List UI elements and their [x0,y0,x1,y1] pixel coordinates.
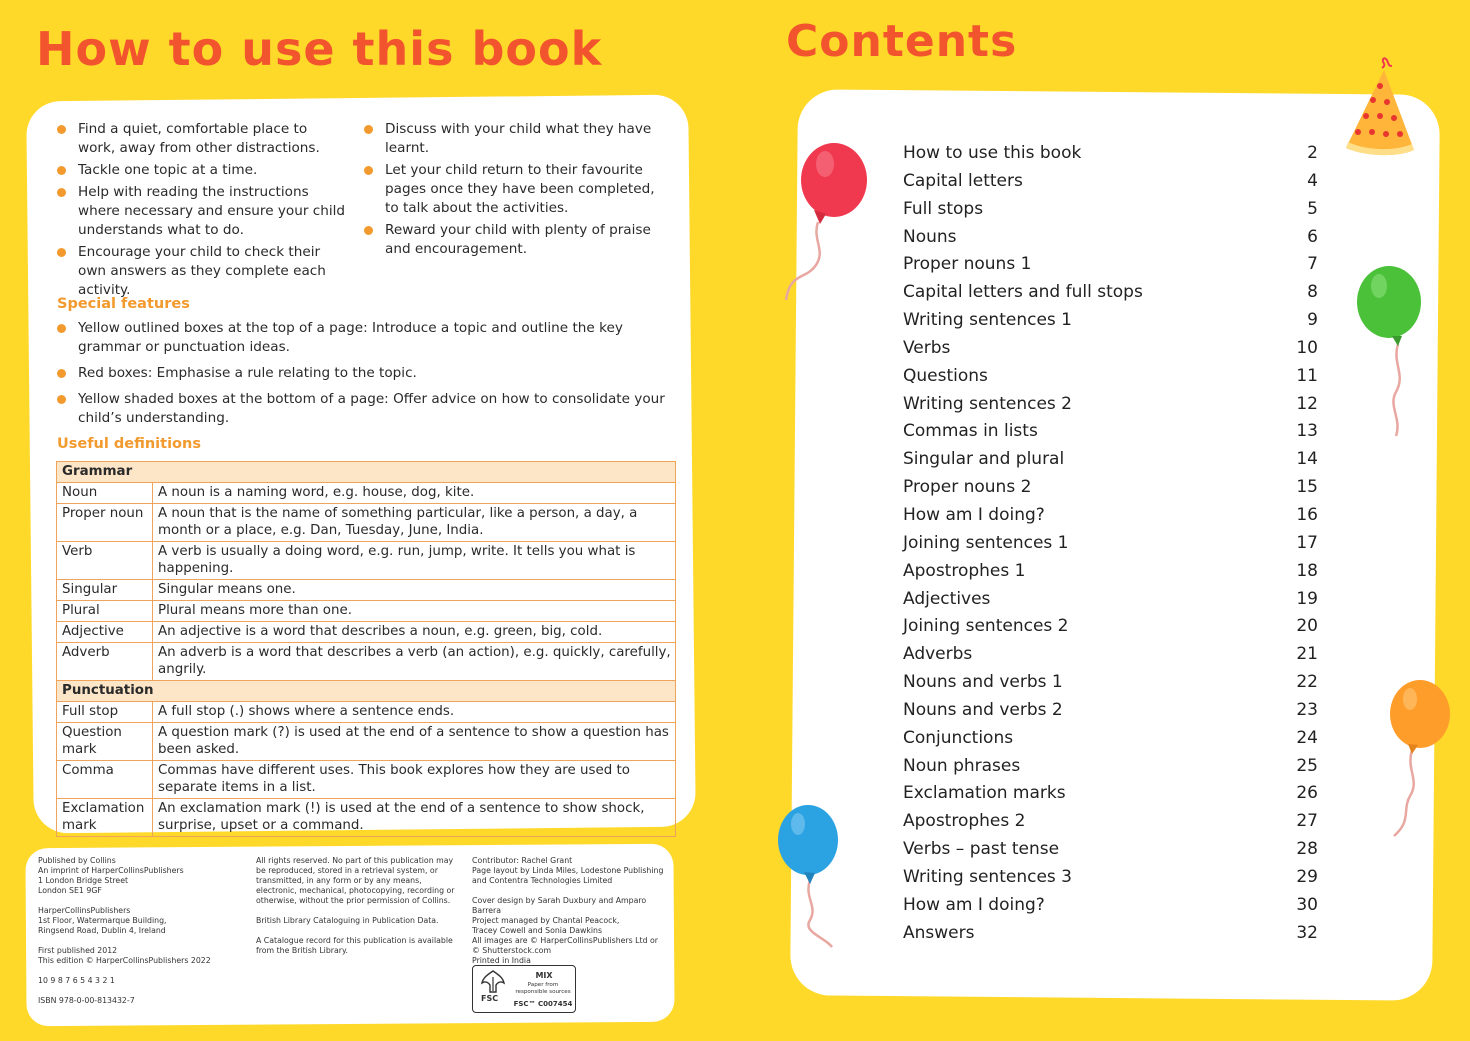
imprint-line: Tracey Cowell and Sonia Dawkins [472,926,603,935]
contents-entry-title: Verbs – past tense [903,839,1060,860]
contents-entry [903,334,1318,362]
definition-text: Commas have different uses. This book explores how they are used to separate items in a list. [153,761,676,799]
tip-item: Encourage your child to check their own answers as they complete each activity. [56,243,346,300]
definition-text: A verb is usually a doing word, e.g. run, jump, write. It tells you what is happening. [153,542,676,580]
special-features-list [56,319,666,428]
contents-entry [903,167,1318,195]
contents-entry [903,668,1318,696]
table-row [57,702,676,723]
table-row [57,601,676,622]
contents-entry [903,863,1318,891]
contents-entry-title: Apostrophes 2 [903,811,1026,832]
contents-entry [903,919,1318,947]
imprint-line: HarperCollinsPublishers [38,906,131,915]
page-title-how-to-use: How to use this book [36,22,603,76]
contents-entry [903,501,1318,529]
contents-entry-page: 5 [1307,198,1318,219]
contents-entry [903,250,1318,278]
tips-list-right [363,120,663,262]
definition-term: Comma [57,761,153,799]
definition-term: Question mark [57,723,153,761]
contents-entry-page: 4 [1307,170,1318,191]
imprint-line: London SE1 9GF [38,886,102,895]
imprint-line: First published 2012 [38,946,118,955]
table-row [57,580,676,601]
tip-item: Discuss with your child what they have learnt. [363,120,663,158]
fsc-code: FSC™ C007454 [513,1000,573,1008]
definition-text: A noun is a naming word, e.g. house, dog, kite. [153,483,676,504]
contents-entry-page: 11 [1296,365,1318,386]
special-feature-item: Red boxes: Emphasise a rule relating to the topic. [56,364,666,383]
red-balloon-icon [776,140,872,305]
contents-entry-page: 8 [1307,282,1318,303]
table-row [57,504,676,542]
cataloguing-note: British Library Cataloguing in Publication Data. [256,916,439,925]
contents-entry [903,139,1318,167]
table-row [57,643,676,681]
contents-entry [903,223,1318,251]
contents-entry-page: 2 [1307,143,1318,163]
contents-entry [903,724,1318,752]
fsc-paper-label: Paper from responsible sources [515,982,571,995]
grammar-section-label: Grammar [57,462,676,483]
contents-entry-title: Nouns and verbs 1 [903,672,1063,693]
contents-entry-title: Noun phrases [903,755,1021,776]
definition-text: An adjective is a word that describes a noun, e.g. green, big, cold. [153,622,676,643]
rights-notice: All rights reserved. No part of this publication may be reproduced, stored in a retrieval system, or transmitted, in any form or by any means, electronic, mechanical, photocopying, recording or otherwise, without the prior permission of Collins. [256,856,455,905]
definition-text: An adverb is a word that describes a verb (an action), e.g. quickly, carefully, angrily. [153,643,676,681]
green-balloon-icon [1352,264,1426,439]
imprint-publisher-column [38,856,238,1006]
special-feature-item: Yellow shaded boxes at the bottom of a page: Offer advice on how to consolidate your child’s understanding. [56,390,666,428]
contents-entry-title: How am I doing? [903,894,1045,915]
page-title-contents: Contents [786,16,1018,67]
contents-entry-page: 7 [1307,254,1318,275]
contents-entry-page: 21 [1296,644,1318,665]
contents-entry [903,807,1318,835]
definition-term: Adverb [57,643,153,681]
contents-entry [903,557,1318,585]
imprint-rights-column [256,856,461,956]
tip-item: Let your child return to their favourite pages once they have been completed, to talk about the activities. [363,161,663,218]
imprint-line: Printed in India [472,956,531,965]
contents-entry [903,752,1318,780]
definition-text: A full stop (.) shows where a sentence ends. [153,702,676,723]
contents-entry-title: How am I doing? [903,504,1045,525]
contents-entry-title: Apostrophes 1 [903,560,1026,581]
fsc-logo-text: FSC [481,994,499,1003]
contents-entry-title: Verbs [903,337,951,358]
contents-entry-page: 10 [1296,337,1318,358]
contents-entry-title: Writing sentences 2 [903,393,1072,414]
contents-entry-page: 6 [1307,226,1318,247]
print-number-line: 10 9 8 7 6 5 4 3 2 1 [38,976,115,985]
definition-term: Plural [57,601,153,622]
orange-balloon-icon [1384,678,1456,838]
tips-columns [56,120,678,298]
fsc-logo [472,965,576,1013]
imprint-line: 1st Floor, Watermarque Building, [38,916,167,925]
contributor-credit: Contributor: Rachel Grant [472,856,573,865]
tips-list-left [56,120,346,303]
imprint-line: This edition © HarperCollinsPublishers 2022 [38,956,211,965]
imprint-line: Published by Collins [38,856,116,865]
contents-entry-page: 16 [1296,504,1318,525]
contents-entry-title: Singular and plural [903,449,1065,470]
table-section-row [57,462,676,483]
contents-entry-title: How to use this book [903,143,1082,163]
contents-entry-page: 32 [1296,922,1318,943]
contents-entry-page: 15 [1296,477,1318,498]
contents-entry [903,779,1318,807]
contents-entry-page: 12 [1296,393,1318,414]
imprint-credits-column [472,856,672,966]
contents-entry-page: 28 [1296,839,1318,860]
contents-entry-title: Writing sentences 1 [903,310,1072,331]
contents-entry [903,417,1318,445]
definition-term: Full stop [57,702,153,723]
definition-text: A question mark (?) is used at the end of a sentence to show a question has been asked. [153,723,676,761]
contents-entry-page: 14 [1296,449,1318,470]
definition-text: Plural means more than one. [153,601,676,622]
contents-entry-title: Joining sentences 2 [903,616,1069,637]
imprint-line: Cover design by Sarah Duxbury and Amparo Barrera [472,896,647,915]
contents-entry [903,696,1318,724]
definition-term: Singular [57,580,153,601]
table-row [57,542,676,580]
tip-item: Tackle one topic at a time. [56,161,346,180]
contents-entry [903,585,1318,613]
special-features-heading: Special features [57,296,190,312]
contents-entry [903,195,1318,223]
imprint-line: © Shutterstock.com [472,946,552,955]
table-section-row [57,681,676,702]
contents-entry [903,362,1318,390]
party-hat-icon [1340,54,1420,160]
definition-term: Verb [57,542,153,580]
contents-entry-page: 27 [1296,811,1318,832]
contents-entry-title: Questions [903,365,988,386]
definition-term: Noun [57,483,153,504]
contents-entry-page: 17 [1296,532,1318,553]
contents-entry-page: 19 [1296,588,1318,609]
isbn: ISBN 978-0-00-813432-7 [38,996,135,1005]
tip-item: Reward your child with plenty of praise and encouragement. [363,221,663,259]
contents-entry-title: Nouns and verbs 2 [903,699,1063,720]
table-row [57,799,676,837]
contents-entry [903,529,1318,557]
tip-item: Find a quiet, comfortable place to work, away from other distractions. [56,120,346,158]
contents-entry-page: 23 [1296,699,1318,720]
definition-term: Adjective [57,622,153,643]
contents-entry-title: Proper nouns 1 [903,254,1032,275]
layout-credit: Page layout by Linda Miles, Lodestone Publishing and Contentra Technologies Limited [472,866,664,885]
how-to-use-content [56,120,678,837]
table-row [57,483,676,504]
catalogue-record-note: A Catalogue record for this publication is available from the British Library. [256,936,453,955]
contents-entry-page: 29 [1296,866,1318,887]
definitions-table [56,461,676,837]
contents-entry-title: Answers [903,922,975,943]
contents-entry-page: 13 [1296,421,1318,442]
contents-entry-page: 30 [1296,894,1318,915]
fsc-mix-label: MIX [535,971,553,980]
contents-entry-title: Exclamation marks [903,783,1066,804]
definition-term: Proper noun [57,504,153,542]
contents-entry [903,278,1318,306]
contents-entry [903,306,1318,334]
contents-entry-title: Commas in lists [903,421,1038,442]
useful-definitions-heading: Useful definitions [57,436,201,452]
contents-entry-title: Writing sentences 3 [903,866,1072,887]
contents-entry-title: Joining sentences 1 [903,532,1069,553]
contents-entry-title: Conjunctions [903,727,1014,748]
contents-entry [903,473,1318,501]
contents-entry [903,891,1318,919]
contents-entry-title: Nouns [903,226,957,247]
imprint-line: An imprint of HarperCollinsPublishers [38,866,184,875]
contents-list [903,139,1318,946]
table-row [57,723,676,761]
imprint-line: Ringsend Road, Dublin 4, Ireland [38,926,166,935]
contents-entry [903,640,1318,668]
contents-entry-page: 22 [1296,672,1318,693]
contents-entry [903,390,1318,418]
contents-entry-title: Capital letters and full stops [903,282,1143,303]
contents-entry [903,612,1318,640]
imprint-line: 1 London Bridge Street [38,876,129,885]
definition-text: A noun that is the name of something particular, like a person, a day, a month or a place, e.g. Dan, Tuesday, June, India. [153,504,676,542]
contents-entry-page: 9 [1307,310,1318,331]
punctuation-section-label: Punctuation [57,681,676,702]
table-row [57,622,676,643]
contents-entry [903,445,1318,473]
contents-entry-title: Adjectives [903,588,991,609]
definition-text: An exclamation mark (!) is used at the end of a sentence to show shock, surprise, upset or a command. [153,799,676,837]
contents-entry-page: 18 [1296,560,1318,581]
contents-entry-title: Adverbs [903,644,973,665]
contents-entry-title: Proper nouns 2 [903,477,1032,498]
contents-entry-title: Capital letters [903,170,1023,191]
definition-term: Exclamation mark [57,799,153,837]
tip-item: Help with reading the instructions where necessary and ensure your child understands what to do. [56,183,346,240]
contents-entry-title: Full stops [903,198,984,219]
blue-balloon-icon [774,802,846,950]
imprint-line: Project managed by Chantal Peacock, [472,916,620,925]
fsc-tree-icon [478,969,508,995]
contents-entry-page: 25 [1296,755,1318,776]
contents-entry [903,835,1318,863]
special-feature-item: Yellow outlined boxes at the top of a page: Introduce a topic and outline the key grammar or punctuation ideas. [56,319,666,357]
contents-entry-page: 26 [1296,783,1318,804]
imprint-line: All images are © HarperCollinsPublishers Ltd or [472,936,658,945]
table-row [57,761,676,799]
contents-entry-page: 24 [1296,727,1318,748]
contents-entry-page: 20 [1296,616,1318,637]
definition-text: Singular means one. [153,580,676,601]
